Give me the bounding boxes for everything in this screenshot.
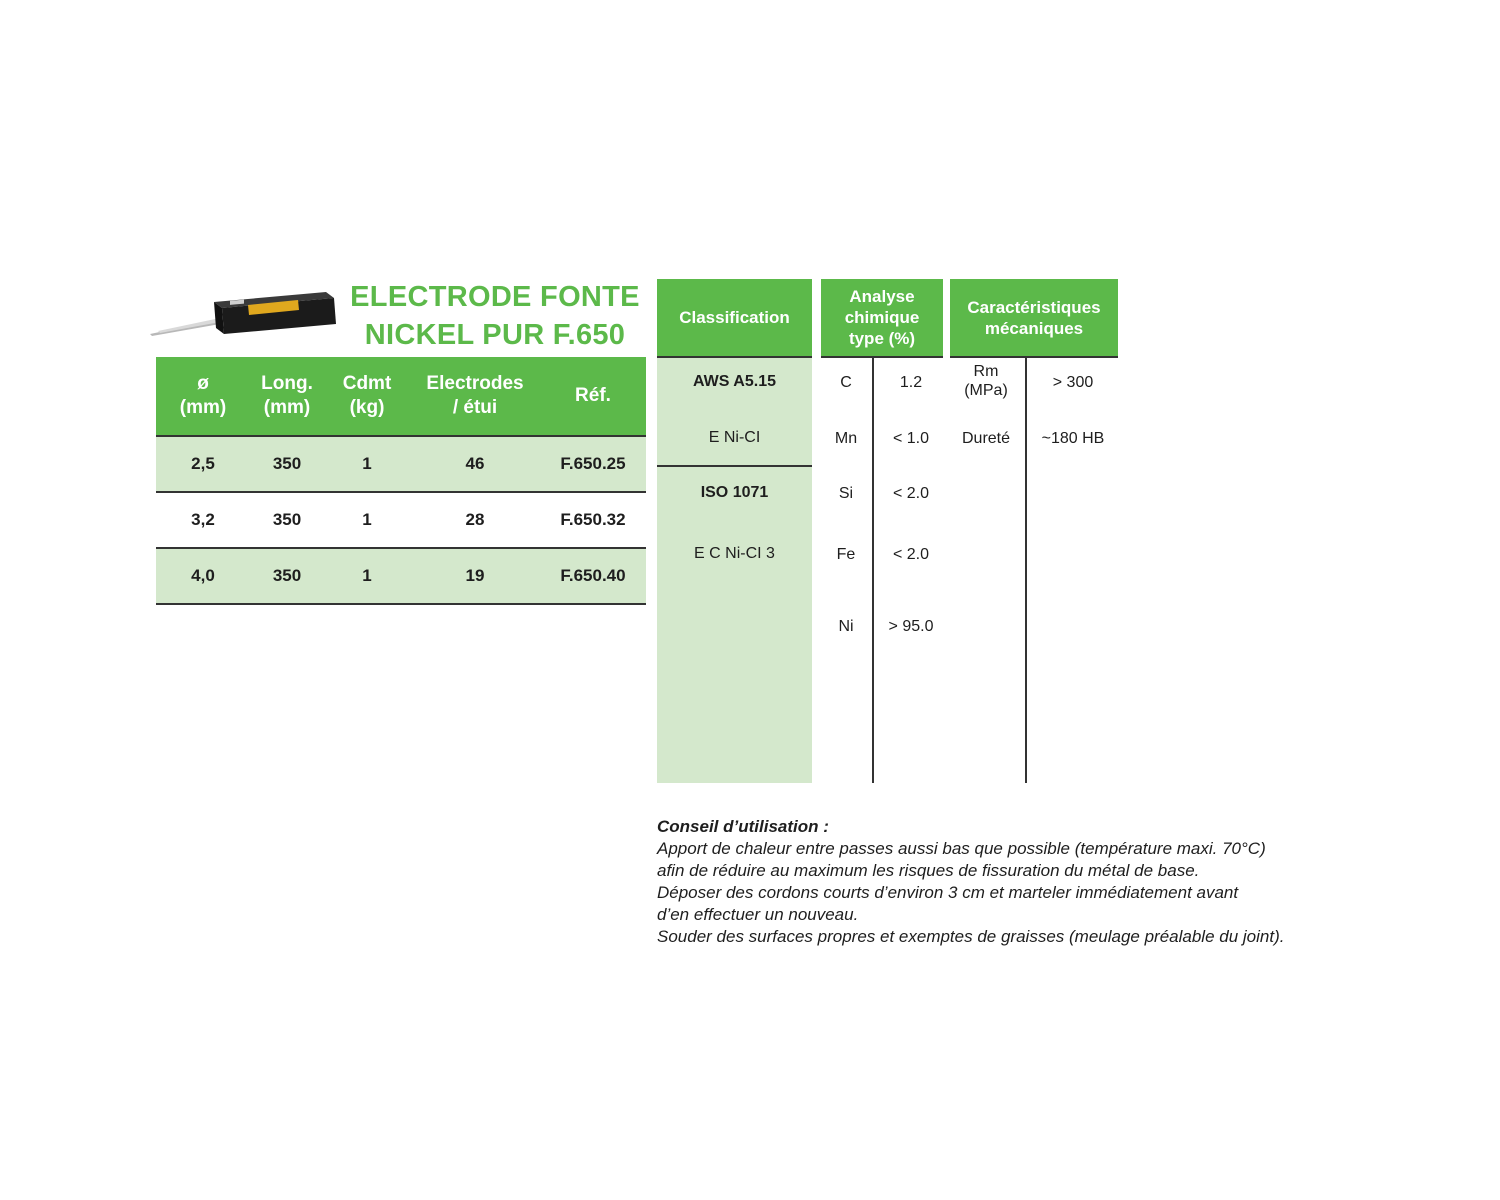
value-si: < 2.0 xyxy=(892,485,930,502)
header-diameter: ø (mm) xyxy=(179,373,227,418)
classification-column xyxy=(657,358,812,783)
header-electrodes-per-case: Electrodes / étui xyxy=(426,373,524,418)
electrode-box-image xyxy=(148,284,338,344)
advice-title: Conseil d’utilisation : xyxy=(657,817,829,836)
advice-line: afin de réduire au maximum les risques de fissuration du métal de base. xyxy=(657,861,1200,880)
table-row: 2,5 350 1 46 F.650.25 xyxy=(156,435,646,491)
advice-line: Apport de chaleur entre passes aussi bas que possible (température maxi. 70°C) xyxy=(657,839,1266,858)
aws-value: E Ni-CI xyxy=(708,429,761,446)
product-table xyxy=(156,357,646,605)
advice-line: Déposer des cordons courts d’environ 3 cm et marteler immédiatement avant xyxy=(657,883,1239,902)
iso-label: ISO 1071 xyxy=(700,484,769,501)
hardness-value: ~180 HB xyxy=(1041,430,1105,447)
hardness-label: Dureté xyxy=(961,430,1011,447)
rm-value: > 300 xyxy=(1052,374,1094,391)
header-rule xyxy=(950,356,1118,358)
mechanical-divider xyxy=(1025,358,1027,783)
rm-label: Rm (MPa) xyxy=(964,363,1008,399)
analysis-header: Analyse chimique type (%) xyxy=(821,279,943,356)
aws-label: AWS A5.15 xyxy=(693,373,776,390)
value-ni: > 95.0 xyxy=(888,618,934,635)
product-title xyxy=(330,278,660,354)
title-line-2: NICKEL PUR F.650 xyxy=(364,319,626,351)
header-packaging: Cdmt (kg) xyxy=(342,373,392,418)
usage-advice xyxy=(657,816,1417,948)
iso-value: E C Ni-CI 3 xyxy=(694,545,775,562)
advice-line: Souder des surfaces propres et exemptes de graisses (meulage préalable du joint). xyxy=(657,927,1285,946)
value-mn: < 1.0 xyxy=(892,430,930,447)
value-fe: < 2.0 xyxy=(892,546,930,563)
classification-divider xyxy=(657,465,812,467)
element-si: Si xyxy=(838,485,854,502)
product-table-header xyxy=(156,357,646,435)
table-row: 3,2 350 1 28 F.650.32 xyxy=(156,491,646,547)
header-rule xyxy=(821,356,943,358)
header-reference: Réf. xyxy=(575,385,611,406)
element-mn: Mn xyxy=(834,430,858,447)
header-length: Long. (mm) xyxy=(261,373,313,418)
mechanical-header: Caractéristiques mécaniques xyxy=(950,279,1118,356)
title-line-1: ELECTRODE FONTE xyxy=(350,281,640,313)
table-row: 4,0 350 1 19 F.650.40 xyxy=(156,547,646,603)
element-fe: Fe xyxy=(836,546,856,563)
element-c: C xyxy=(840,374,852,391)
value-c: 1.2 xyxy=(899,374,923,391)
table-bottom-rule xyxy=(156,603,646,605)
analysis-divider xyxy=(872,358,874,783)
classification-header: Classification xyxy=(657,279,812,356)
advice-line: d’en effectuer un nouveau. xyxy=(657,905,859,924)
element-ni: Ni xyxy=(838,618,854,635)
